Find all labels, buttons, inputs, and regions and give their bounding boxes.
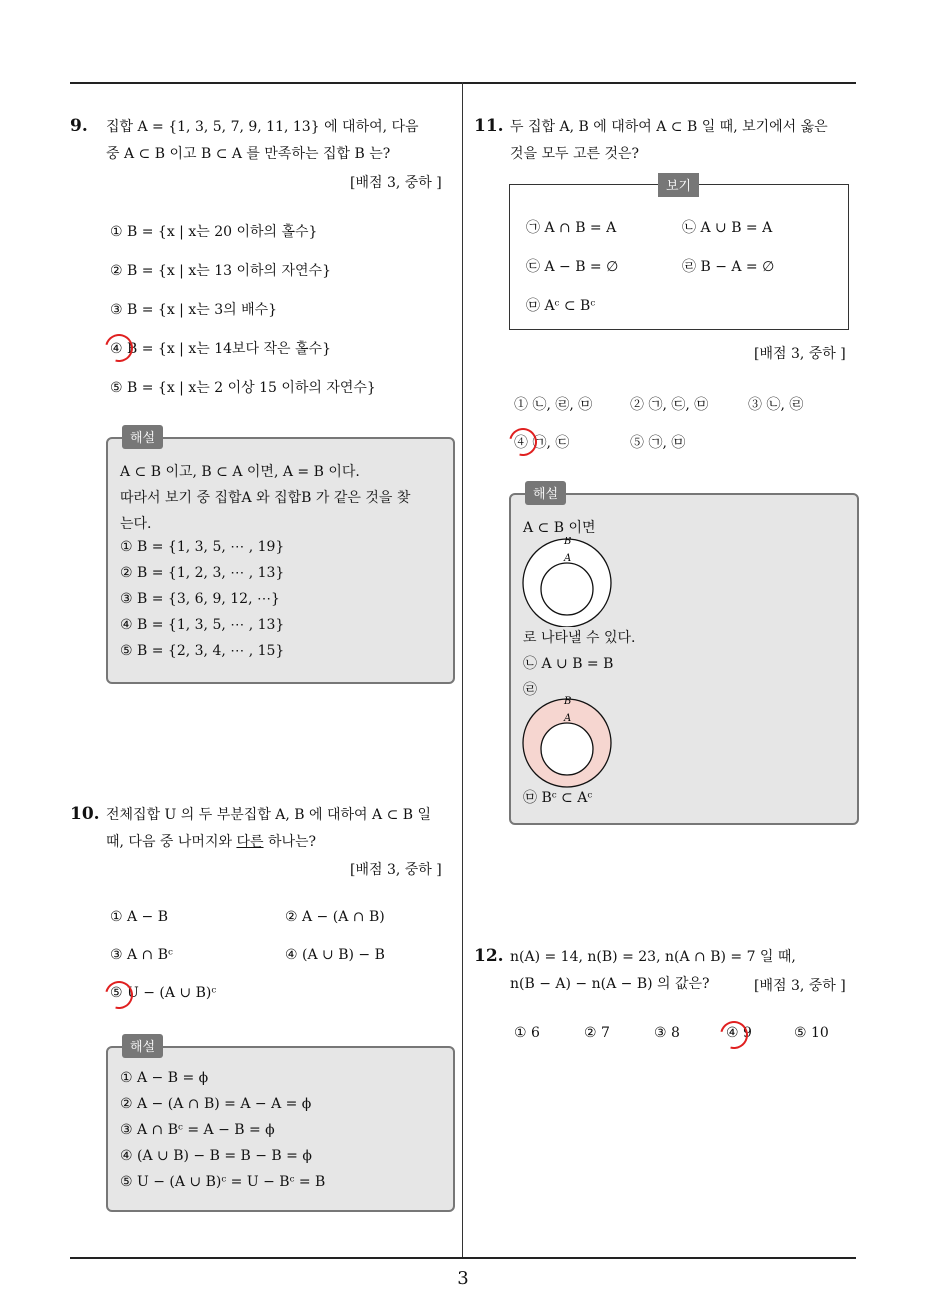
underlined-keyword: 다른 — [236, 834, 264, 850]
venn-label-a: A — [564, 713, 572, 724]
solution-box — [509, 487, 859, 825]
venn-diagram-shaded — [521, 695, 617, 791]
venn-label-b: B — [564, 537, 572, 547]
column-divider — [462, 82, 463, 1258]
solution-line: 는다. — [120, 516, 152, 532]
bogi-item: ㉠ A ∩ B = A — [526, 220, 617, 236]
answer-option[interactable]: ① B = {x | x는 20 이하의 홀수} — [110, 224, 318, 240]
bogi-tag: 보기 — [658, 173, 699, 197]
solution-line: ⑤ U − (A ∪ B)ᶜ = U − Bᶜ = B — [120, 1174, 326, 1190]
question-text-line: 것을 모두 고른 것은? — [510, 146, 640, 162]
solution-line: ③ A ∩ Bᶜ = A − B = ϕ — [120, 1122, 275, 1138]
solution-line: ① B = {1, 3, 5, ⋯ , 19} — [120, 539, 285, 555]
answer-option[interactable]: ⑤ B = {x | x는 2 이상 15 이하의 자연수} — [110, 380, 376, 396]
bogi-item: ㉢ A − B = ∅ — [526, 259, 619, 275]
answer-option[interactable]: ③ ㉡, ㉣ — [748, 397, 804, 413]
answer-option[interactable]: ① ㉡, ㉣, ㉤ — [514, 397, 593, 413]
score-difficulty: [배점 3, 중하 ] — [350, 175, 442, 191]
score-difficulty: [배점 3, 중하 ] — [754, 346, 846, 362]
answer-circle-mark — [100, 329, 138, 367]
question-text-line: n(B − A) − n(A − B) 의 값은? — [510, 976, 710, 992]
score-difficulty: [배점 3, 중하 ] — [350, 862, 442, 878]
solution-line: A ⊂ B 이면 — [523, 520, 596, 536]
answer-circle-mark — [504, 423, 542, 461]
score-difficulty: [배점 3, 중하 ] — [754, 978, 846, 994]
question-text-line: 두 집합 A, B 에 대하여 A ⊂ B 일 때, 보기에서 옳은 — [510, 119, 828, 135]
question-text-line: 전체집합 U 의 두 부분집합 A, B 에 대하여 A ⊂ B 일 — [106, 807, 432, 823]
venn-label-b: B — [564, 696, 572, 707]
answer-option[interactable]: ④ 9 — [726, 1025, 752, 1041]
solution-line: ③ B = {3, 6, 9, 12, ⋯} — [120, 591, 280, 607]
venn-label-a: A — [564, 553, 572, 564]
solution-line: A ⊂ B 이고, B ⊂ A 이면, A = B 이다. — [120, 464, 360, 480]
solution-line: 로 나타낼 수 있다. — [523, 630, 636, 646]
answer-option[interactable]: ④ (A ∪ B) − B — [285, 947, 385, 963]
answer-option[interactable]: ④ ㉠, ㉢ — [514, 435, 570, 451]
answer-option[interactable]: ② ㉠, ㉢, ㉤ — [630, 397, 709, 413]
answer-option[interactable]: ③ 8 — [654, 1025, 680, 1041]
question-text-line: 집합 A = {1, 3, 5, 7, 9, 11, 13} 에 대하여, 다음 — [106, 119, 419, 135]
answer-option[interactable]: ⑤ U − (A ∪ B)ᶜ — [110, 985, 217, 1001]
answer-option[interactable]: ③ A ∩ Bᶜ — [110, 947, 173, 963]
answer-option[interactable]: ⑤ 10 — [794, 1025, 829, 1041]
question-text-line: 때, 다음 중 나머지와 다른 하나는? — [106, 834, 317, 850]
solution-line: 따라서 보기 중 집합A 와 집합B 가 같은 것을 찾 — [120, 490, 411, 506]
solution-line: ① A − B = ϕ — [120, 1070, 209, 1086]
top-rule — [70, 82, 856, 84]
question-text-line: 중 A ⊂ B 이고 B ⊂ A 를 만족하는 집합 B 는? — [106, 146, 391, 162]
answer-option[interactable]: ① 6 — [514, 1025, 540, 1041]
answer-circle-mark — [715, 1016, 753, 1054]
page-number: 3 — [457, 1268, 469, 1289]
solution-line: ② B = {1, 2, 3, ⋯ , 13} — [120, 565, 285, 581]
venn-diagram-subset — [521, 537, 617, 627]
solution-line: ④ B = {1, 3, 5, ⋯ , 13} — [120, 617, 285, 633]
question-number: 10. — [70, 804, 100, 824]
question-number: 9. — [70, 116, 88, 136]
bogi-box — [509, 179, 849, 330]
solution-line: ㉤ Bᶜ ⊂ Aᶜ — [523, 790, 593, 806]
answer-option[interactable]: ② 7 — [584, 1025, 610, 1041]
bottom-rule — [70, 1257, 856, 1259]
question-text-line: n(A) = 14, n(B) = 23, n(A ∩ B) = 7 일 때, — [510, 949, 796, 965]
answer-circle-mark — [100, 976, 138, 1014]
answer-option[interactable]: ② B = {x | x는 13 이하의 자연수} — [110, 263, 331, 279]
solution-line: ㉡ A ∪ B = B — [523, 656, 614, 672]
answer-option[interactable]: ③ B = {x | x는 3의 배수} — [110, 302, 278, 318]
answer-option[interactable]: ⑤ ㉠, ㉤ — [630, 435, 686, 451]
solution-line: ⑤ B = {2, 3, 4, ⋯ , 15} — [120, 643, 285, 659]
solution-line: ㉣ — [523, 682, 537, 698]
solution-tag: 해설 — [122, 1034, 163, 1058]
solution-box — [106, 1040, 455, 1212]
question-number: 12. — [474, 946, 504, 966]
question-number: 11. — [474, 116, 504, 136]
bogi-item: ㉣ B − A = ∅ — [682, 259, 775, 275]
bogi-item: ㉤ Aᶜ ⊂ Bᶜ — [526, 298, 596, 314]
solution-box — [106, 431, 455, 684]
solution-line: ② A − (A ∩ B) = A − A = ϕ — [120, 1096, 312, 1112]
answer-option[interactable]: ① A − B — [110, 909, 169, 925]
answer-option[interactable]: ② A − (A ∩ B) — [285, 909, 385, 925]
bogi-item: ㉡ A ∪ B = A — [682, 220, 773, 236]
solution-tag: 해설 — [122, 425, 163, 449]
solution-line: ④ (A ∪ B) − B = B − B = ϕ — [120, 1148, 312, 1164]
answer-option[interactable]: ④ B = {x | x는 14보다 작은 홀수} — [110, 341, 331, 357]
solution-tag: 해설 — [525, 481, 566, 505]
